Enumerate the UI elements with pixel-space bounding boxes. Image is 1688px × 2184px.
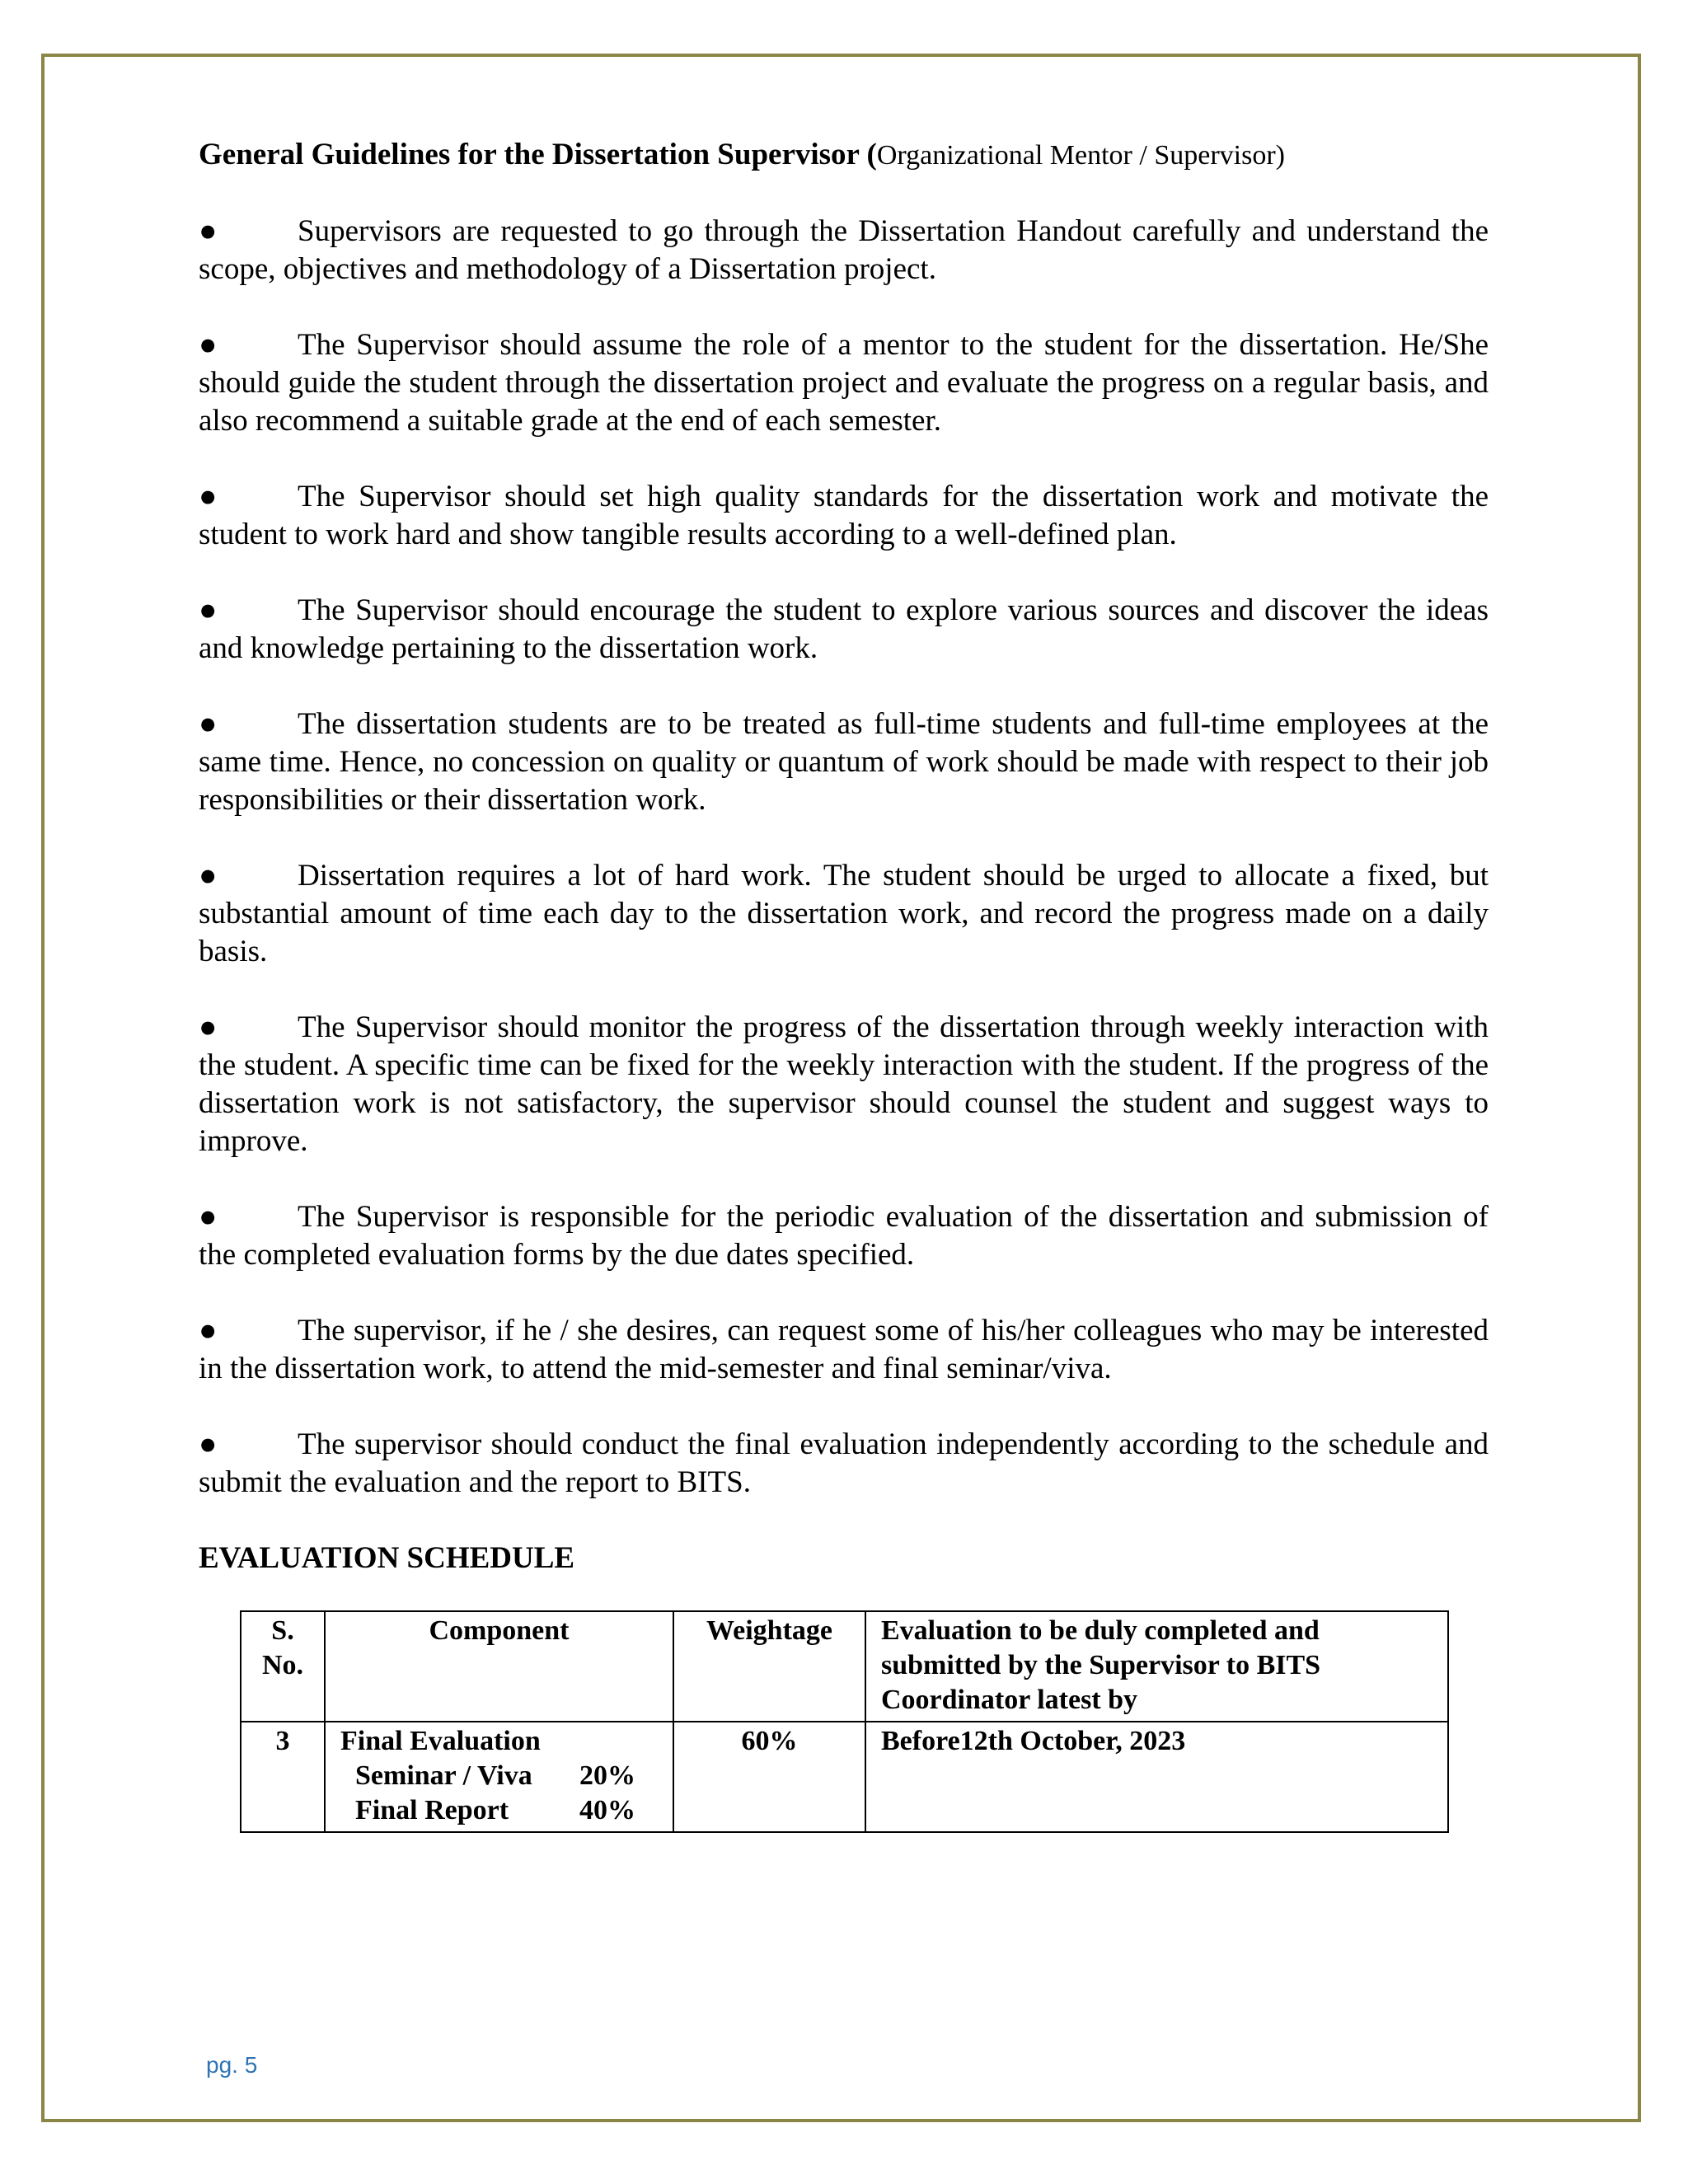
guidelines-list [199,213,1489,1502]
page-heading [199,136,1489,175]
evaluation-schedule-table [240,1610,1449,1833]
sub-item-label: Seminar / Viva [355,1760,532,1791]
guideline-text: Dissertation requires a lot of hard work. The student should be urged to allocate a fixed, but substantial amount of time each day to the dissertation work, and record the progress made on a daily basis. [199,859,1489,968]
component-sub-item [340,1759,635,1793]
cell-weightage: 60% [673,1722,865,1832]
sub-item-value: 40% [579,1795,635,1825]
guideline-item [199,857,1489,971]
bullet-icon: ● [199,593,218,627]
bullet-icon: ● [199,1200,218,1234]
bullet-icon: ● [199,328,218,362]
bullet-icon: ● [199,214,218,248]
header-component: Component [325,1611,673,1722]
guideline-text: The Supervisor is responsible for the periodic evaluation of the dissertation and submission of the completed evaluation forms by the due dates specified. [199,1200,1489,1272]
guideline-item [199,592,1489,668]
guideline-text: The Supervisor should encourage the student to explore various sources and discover the ideas and knowledge pertaining to the dissertation work. [199,593,1489,665]
guideline-text: The Supervisor should set high quality standards for the dissertation work and motivate the student to work hard and show tangible results according to a well-defined plan. [199,480,1489,551]
heading-title: General Guidelines for the Dissertation Supervisor ( [199,138,877,171]
header-sno [241,1611,325,1722]
bullet-icon: ● [199,480,218,513]
header-evaluation: Evaluation to be duly completed and submitted by the Supervisor to BITS Coordinator latest by [865,1611,1448,1722]
page-number: pg. 5 [206,2052,258,2078]
guideline-text: The dissertation students are to be treated as full-time students and full-time employees at the same time. Hence, no concession on quality or quantum of work should be made with respect to their job responsibilities or their dissertation work. [199,707,1489,817]
guideline-text: Supervisors are requested to go through the Dissertation Handout carefully and understand the scope, objectives and methodology of a Dissertation project. [199,214,1489,286]
document-body [199,136,1489,1833]
guideline-text: The Supervisor should monitor the progress of the dissertation through weekly interaction with the student. A specific time can be fixed for the weekly interaction with the student. If the progress of the dissertation work is not satisfactory, the supervisor should counsel the student and suggest ways to improve. [199,1010,1489,1158]
sub-item-value: 20% [579,1760,635,1791]
bullet-icon: ● [199,1427,218,1461]
heading-subtitle: Organizational Mentor / Supervisor) [876,140,1285,171]
header-weightage: Weightage [673,1611,865,1722]
sub-item-label: Final Report [355,1795,509,1825]
header-sno-line1: S. [271,1615,294,1646]
table-header-row [241,1611,1448,1722]
component-title: Final Evaluation [340,1726,541,1756]
guideline-item [199,478,1489,554]
guideline-item [199,213,1489,288]
guideline-item [199,1009,1489,1160]
bullet-icon: ● [199,1010,218,1044]
guideline-text: The Supervisor should assume the role of a mentor to the student for the dissertation. He/She should guide the student through the dissertation project and evaluate the progress on a regular basis, and also recommend a suitable grade at the end of each semester. [199,328,1489,438]
cell-deadline: Before12th October, 2023 [865,1722,1448,1832]
guideline-item [199,1426,1489,1502]
cell-component [325,1722,673,1832]
cell-sno: 3 [241,1722,325,1832]
bullet-icon: ● [199,707,218,741]
component-sub-item [340,1793,635,1828]
guideline-text: The supervisor should conduct the final evaluation independently according to the schedule and submit the evaluation and the report to BITS. [199,1427,1489,1499]
evaluation-schedule-title: EVALUATION SCHEDULE [199,1541,575,1575]
guideline-item [199,1198,1489,1274]
guideline-item [199,705,1489,819]
bullet-icon: ● [199,1314,218,1347]
header-sno-line2: No. [261,1650,304,1680]
guideline-item [199,1312,1489,1388]
table-row [241,1722,1448,1832]
bullet-icon: ● [199,859,218,893]
guideline-text: The supervisor, if he / she desires, can request some of his/her colleagues who may be interested in the dissertation work, to attend the mid-semester and final seminar/viva. [199,1314,1489,1385]
guideline-item [199,326,1489,440]
